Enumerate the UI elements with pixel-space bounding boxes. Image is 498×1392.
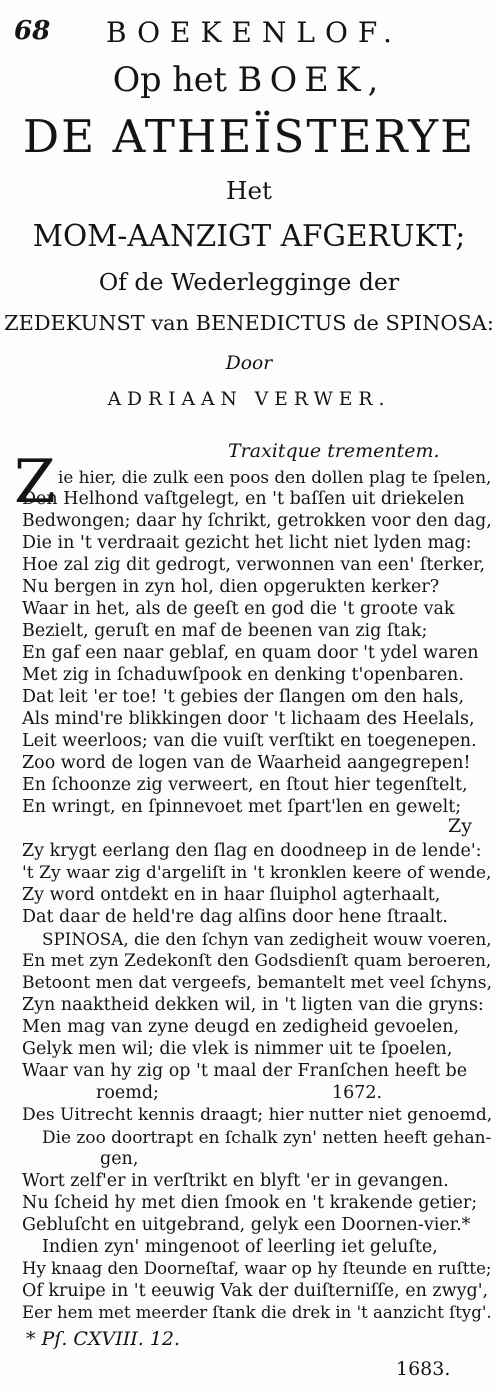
catchword: Zy <box>448 815 472 837</box>
running-title: BOEKENLOF. <box>106 16 402 49</box>
year-note: 1672. <box>332 1083 383 1103</box>
poem-line: Nu ſcheid hy met dien ſmook en 't krakende getier; <box>22 1193 478 1213</box>
title-line-1 <box>0 60 498 99</box>
main-title: DE ATHEÏSTERYE <box>22 110 476 163</box>
poem-line: Zy word ontdekt en in haar ſluiphol agterhaalt, <box>22 885 441 905</box>
drop-cap: Z <box>14 447 56 517</box>
title-line-1-spaced: BOEK, <box>237 60 386 99</box>
title-line-6: ZEDEKUNST van BENEDICTUS de SPINOSA: <box>4 311 494 335</box>
poem-line: Gebluſcht en uitgebrand, gelyk een Doornen-vier.* <box>22 1215 471 1235</box>
poem-line: roemd; <box>96 1083 159 1103</box>
poem-line: En ſchoonze zig verweert, en ſtout hier tegenſtelt, <box>22 775 468 795</box>
poem-line: En wringt, en ſpinnevoet met ſpart'len en gewelt; <box>22 797 462 817</box>
title-line-3: Het <box>226 176 272 205</box>
title-line-4: MOM-AANZIGT AFGERUKT; <box>32 219 466 253</box>
author-name: ADRIAAN VERWER. <box>107 389 391 410</box>
poem-line: SPINOSA, die den ſchyn van zedigheit wouw voeren, <box>42 929 492 949</box>
poem-line: Betoont men dat vergeefs, bemantelt met veel ſchyns, <box>22 973 493 993</box>
title-line-7: Door <box>225 353 273 374</box>
poem-line: Of kruipe in 't eeuwig Vak der duiſterniſſe, en zwyg', <box>22 1281 489 1301</box>
poem-line: Gelyk men wil; die vlek is nimmer uit te ſpoelen, <box>22 1039 453 1059</box>
poem-line: Dat leit 'er toe! 't gebies der ſlangen om den hals, <box>22 687 465 707</box>
poem-line: Bezielt, geruſt en maf de beenen van zig ſtak; <box>22 621 428 641</box>
signature-year: 1683. <box>396 1358 451 1380</box>
poem-line: Zoo word de logen van de Waarheid aangegrepen! <box>22 753 471 773</box>
poem-line: Als mind're blikkingen door 't lichaam des Heelals, <box>22 709 475 729</box>
poem-line: Wort zelf'er in verſtrikt en blyft 'er in gevangen. <box>22 1171 449 1191</box>
poem-line: Dat daar de held're dag alſins door hene ſtraalt. <box>22 907 448 927</box>
title-line-1-prefix: Op het <box>112 60 227 99</box>
title-line-5: Of de Wederlegginge der <box>98 268 400 296</box>
poem-line: Hy knaag den Doorneſtaf, waar op hy ſteunde en ruſtte; <box>22 1259 492 1278</box>
poem-line: Bedwongen; daar hy ſchrikt, getrokken voor den dag, <box>22 511 492 531</box>
poem-line: Nu bergen in zyn hol, dien opgerukten kerker? <box>22 577 440 597</box>
footnote: * Pſ. CXVIII. 12. <box>26 1328 181 1350</box>
poem-line: Leit weerloos; van die vuiſt verſtikt en toegenepen. <box>22 731 477 751</box>
poem-line: Men mag van zyne deugd en zedigheid gevoelen, <box>22 1017 460 1037</box>
poem-line: Des Uitrecht kennis draagt; hier nutter niet genoemd, <box>22 1105 493 1125</box>
poem-line: En met zyn Zedekonſt den Godsdienſt quam beroeren, <box>22 951 492 971</box>
running-header <box>14 14 474 50</box>
poem-line: gen, <box>100 1149 139 1169</box>
poem-line: Waar in het, als de geeſt en god die 't groote vak <box>22 599 455 619</box>
poem-line: Zyn naaktheid dekken wil, in 't ligten van die gryns: <box>22 995 484 1015</box>
poem-line: Eer hem met meerder ſtank die drek in 't aanzicht ſtyg'. <box>22 1303 492 1322</box>
poem-line: Waar van hy zig op 't maal der Franſchen heeft be <box>22 1061 468 1081</box>
poem-line: ie hier, die zulk een poos den dollen plag te ſpelen, <box>58 467 492 487</box>
poem-line: 't Zy waar zig d'argeliſt in 't kronklen keere of wende, <box>22 863 492 883</box>
poem-line: Zy krygt eerlang den ſlag en doodneep in de lende': <box>22 841 482 861</box>
poem-line: Die in 't verdraait gezicht het licht niet lyden mag: <box>22 533 472 553</box>
poem-line: En gaf een naar geblaf, en quam door 't ydel waren <box>22 643 479 663</box>
page-number: 68 <box>14 16 51 46</box>
poem-line: Hoe zal zig dit gedrogt, verwonnen van een' ſterker, <box>22 555 486 575</box>
poem-line: Indien zyn' mingenoot of leerling iet geluſte, <box>42 1237 438 1257</box>
poem-line: Die zoo doortrapt en ſchalk zyn' netten heeft gehan- <box>42 1127 492 1147</box>
poem-line: Den Helhond vaſtgelegt, en 't baſſen uit driekelen <box>22 489 465 509</box>
poem-line: Met zig in ſchaduwſpook en denking t'openbaren. <box>22 665 464 685</box>
motto: Traxitque trementem. <box>228 440 440 462</box>
